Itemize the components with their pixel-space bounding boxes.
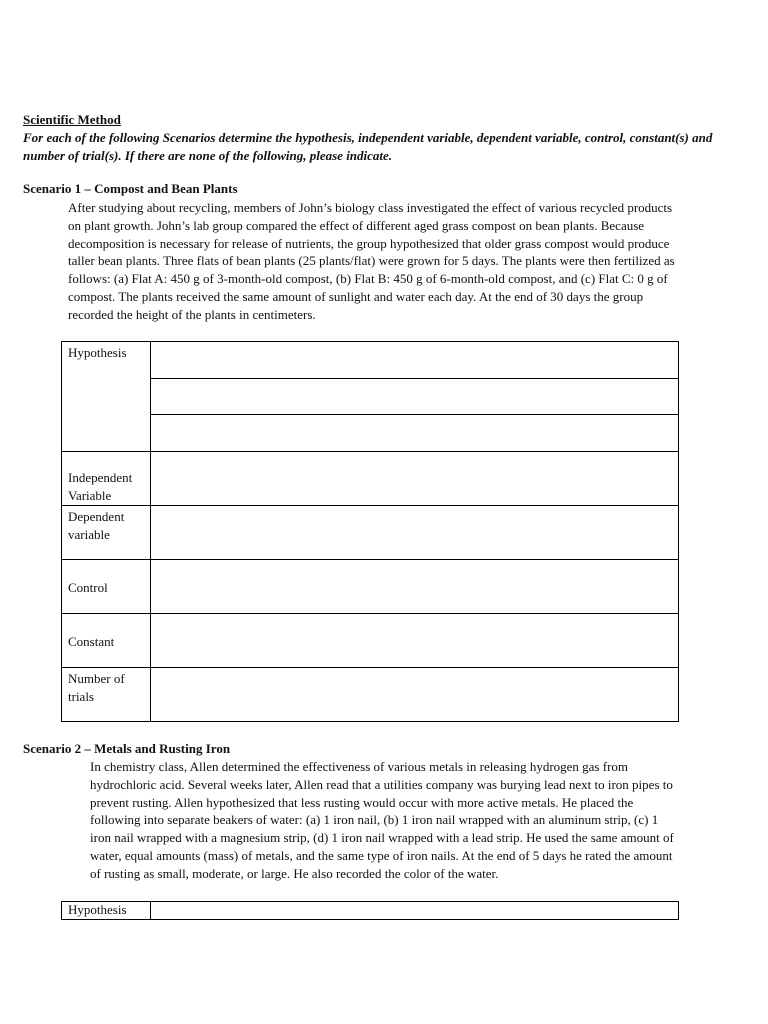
- independent-variable-answer[interactable]: [151, 452, 679, 506]
- scenario-2-hypothesis-label: Hypothesis: [68, 902, 127, 917]
- number-of-trials-label: Number of trials: [68, 671, 125, 704]
- independent-variable-label-cell: [62, 452, 151, 506]
- independent-variable-label: Independent Variable: [68, 470, 133, 503]
- hypothesis-label: Hypothesis: [68, 345, 127, 360]
- scenario-2-hypothesis-answer[interactable]: [151, 902, 679, 920]
- constant-label: Constant: [68, 633, 115, 649]
- scenario-2-table: [61, 901, 679, 920]
- scenario-2-heading: Scenario 2 – Metals and Rusting Iron: [23, 741, 231, 756]
- scenario-1-text: After studying about recycling, members of John’s biology class investigated the effect of various recycled products on plant growth. John’s lab group compared the effect of different aged grass compost on bean plants. Because decomposition is necessary for release of nutrients, the group hypothesized that older grass compost would produce taller bean plants. Three flats of bean plants (25 plants/flat) were grown for 5 days. The plants were then fertilized as follows: (a) Flat A: 450 g of 3-month-old compost, (b) Flat B: 450 g of 6-month-old compost, and (c) Flat C: 0 g of compost. The plants received the same amount of sunlight and water each day. At the end of 30 days the group recorded the height of the plants in centimeters.: [68, 200, 675, 322]
- scenario-1-heading: Scenario 1 – Compost and Bean Plants: [23, 181, 238, 196]
- scenario-2-hypothesis-label-cell: [62, 902, 151, 920]
- hypothesis-answer-row-3[interactable]: [151, 415, 679, 452]
- document-title: Scientific Method: [23, 112, 121, 127]
- dependent-variable-label-cell: [62, 506, 151, 560]
- scenario-2-text: In chemistry class, Allen determined the effectiveness of various metals in releasing hydrogen gas from hydrochloric acid. Several weeks later, Allen read that a utilities company was burying lead next to iron pipes to prevent rusting. Allen hypothesized that less rusting would occur with more active metals. He placed the following into separate beakers of water: (a) 1 iron nail, (b) 1 iron nail wrapped with an aluminum strip, (c) 1 iron nail wrapped with a magnesium strip, (d) 1 iron nail wrapped with a lead strip. He used the same amount of water, equal amounts (mass) of metals, and the same type of iron nails. At the end of 5 days he rated the amount of rusting as small, moderate, or large. He also recorded the color of the water.: [90, 759, 674, 881]
- instructions: For each of the following Scenarios determine the hypothesis, independent variable, dependent variable, control, constant(s) and number of trial(s). If there are none of the following, please indicate.: [23, 130, 713, 163]
- constant-label-cell: [62, 614, 151, 668]
- hypothesis-answer-row-1[interactable]: [151, 342, 679, 379]
- number-of-trials-label-cell: [62, 668, 151, 722]
- control-label: Control: [68, 579, 108, 595]
- dependent-variable-answer[interactable]: [151, 506, 679, 560]
- constant-answer[interactable]: [151, 614, 679, 668]
- scenario-1-table: [61, 341, 679, 722]
- hypothesis-label-cell: [62, 342, 151, 452]
- hypothesis-answer-row-2[interactable]: [151, 379, 679, 415]
- number-of-trials-answer[interactable]: [151, 668, 679, 722]
- control-answer[interactable]: [151, 560, 679, 614]
- control-label-cell: [62, 560, 151, 614]
- dependent-variable-label: Dependent variable: [68, 509, 125, 542]
